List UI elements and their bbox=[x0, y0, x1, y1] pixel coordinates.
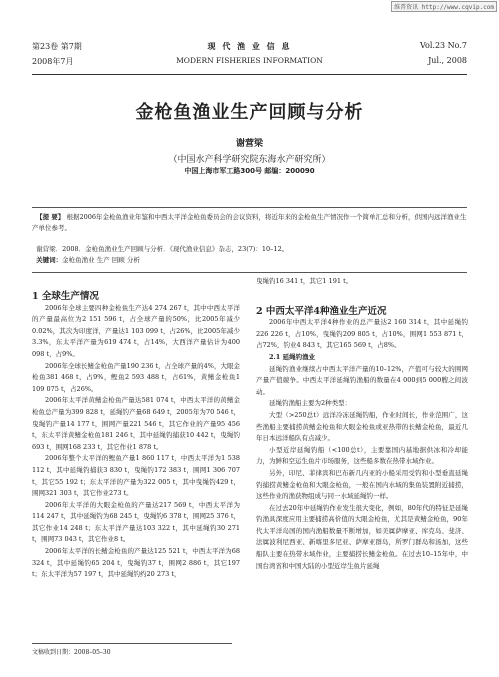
abstract-box bbox=[32, 207, 467, 273]
paper-title: 金枪鱼渔业生产回顾与分析 bbox=[135, 102, 364, 123]
paragraph: 2006年太平洋黄鳍金枪鱼产量达581 074 t，中西太平洋的黄鳍金枪鱼总产量为399 828 t，延绳钓产量68 649 t，2005年为70 546 t，曳绳钓产量14 177 t，围网产量221 546 t，其它作业的产量95 456 t，东太平洋黄鳍金枪鱼181 246 t，其中延绳钓捕获10 442 t，曳绳钓693 t，围网168 233 t，其它作业1 878 t。 bbox=[32, 396, 240, 451]
paragraph: 在过去20年中延绳钓作业发生很大变化，例如，80年代的特征是延绳钓渔具深度应用主要捕捞高价值的大眼金枪鱼，尤其是黄鳍金枪鱼，90年代太平洋岛国的国内渔船数量不断增加，如美属萨摩亚、库克岛、斐济、法属波利尼西亚、新喀里多尼亚、萨摩亚群岛，所罗门群岛和汤加，这些船队主要在热带水域作业，主要捕捞长鳍金枪鱼。在过去10–15年中，中国台湾省和中国大陆的小型近岸生鱼片延绳 bbox=[256, 503, 468, 570]
date-en: Jul., 2008 bbox=[428, 56, 467, 65]
subsection-heading-2-1: 2.1 延绳钓渔业 bbox=[269, 352, 316, 361]
paragraph: 大型（>250总t）远洋冷冻延绳钓船，作业时间长，作业范围广，这些渔船主要捕捞黄鳍金枪鱼和大眼金枪鱼或亚热带的长鳍金枪鱼，最近几年日本远洋船队有点减少。 bbox=[256, 410, 468, 443]
abstract-label: 【提 要】 bbox=[36, 213, 65, 221]
date-cn: 2008年7月 bbox=[32, 57, 74, 66]
right-column bbox=[256, 276, 468, 572]
keywords-text: 金枪鱼渔业 生产 回顾 分析 bbox=[62, 256, 140, 264]
section-heading-1: 1 全球生产情况 bbox=[32, 291, 99, 302]
watermark: 维普资讯 http://www.cqvip.com bbox=[391, 1, 497, 12]
address: 中国上海市军工路300号 邮编：200090 bbox=[184, 167, 315, 175]
paragraph: 延绳钓渔业继续占中西太平洋产量的10–12%，产值可与较大的围网产量产值競争。中西太平洋延绳钓渔船的数量在4 000到5 000艘之间波动。 bbox=[256, 364, 468, 396]
paragraph: 小型近岸延绳钓船（<100总t），主要靠国内基地据供冰和冷却能力，为鲜和空运生鱼片市场服务，这些船多数在热带水域作业。 bbox=[256, 445, 468, 466]
journal-name-cn: 现 代 渔 业 信 息 bbox=[207, 41, 292, 51]
header-rule bbox=[32, 74, 467, 75]
affiliation: （中国水产科学研究院东海水产研究所） bbox=[168, 155, 331, 165]
paragraph: 曳绳钓16 341 t，其它1 191 t。 bbox=[256, 277, 353, 285]
journal-name-en: MODERN FISHERIES INFORMATION bbox=[176, 56, 323, 65]
issue-number: 第23卷 第7期 bbox=[32, 42, 82, 51]
paragraph: 2006年全球长鳍金枪鱼产量190 236 t，占全球产量的4%，大眼金枪鱼381 468 t，占9%，鲣鱼2 593 488 t，占61%，黄鳍金枪鱼1 109 075 t，占26%。 bbox=[32, 361, 240, 393]
paragraph: 2006年太平洋的大眼金枪鱼的产量达217 569 t，中西太平洋为114 247 t，其中延绳钓为68 245 t，曳绳钓6 378 t，围网25 376 t，其它作业14 248 t；东太平洋产量达103 322 t，其中延绳钓30 271 t，围网73 043 t，其它作业8 t。 bbox=[32, 500, 240, 544]
section-heading-2: 2 中西太平洋4种渔业生产近况 bbox=[256, 305, 387, 317]
author: 谢营梁 bbox=[235, 139, 263, 149]
citation-text: 谢营梁．2008．金枪鱼渔业生产回顾与分析．《现代渔业信息》杂志，23(7)：10–12。 bbox=[36, 245, 289, 253]
volume-en: Vol.23 No.7 bbox=[420, 41, 467, 50]
paragraph: 2006年太平洋的长鳍金枪鱼的产量达125 521 t，中西太平洋为68 324 t，其中延绳钓65 204 t，曳绳钓37 t，围网2 886 t，其它197 t；东太平洋为57 197 t，其中延绳钓约20 273 t， bbox=[32, 547, 240, 579]
footnote: 文稿收到日期：2008–05–30 bbox=[32, 643, 232, 656]
left-column bbox=[32, 291, 240, 581]
paragraph: 2006年整个太平洋的鲣鱼产量1 860 117 t，中西太平洋为1 538 112 t，其中延绳钓捕获3 830 t，曳绳钓172 383 t，围网1 306 707 t，其它55 192 t；东太平洋的产量为322 005 t，其中曳绳钓429 t，围网321 303 t，其它作业273 t。 bbox=[32, 454, 240, 498]
keywords-label: 关键词： bbox=[36, 256, 63, 264]
keywords bbox=[32, 255, 467, 266]
abstract-text: 根据2006年金枪鱼渔业年鉴和中西太平洋金枪鱼委员会的会议资料，将近年来的金枪鱼生产情况作一个简单汇总和分析，供国内远洋渔业生产单位参考。 bbox=[32, 213, 467, 232]
paragraph: 2006年中西太平洋4种作业的总产量达2 160 314 t，其中延绳钓226 226 t，占10%，曳绳钓209 805 t，占10%，围网1 553 871 t，占72%，钓业4 843 t，其它165 569 t，占8%。 bbox=[256, 318, 468, 350]
paragraph: 2006年全球主要四种金枪鱼生产达4 274 267 t，其中中西太平洋的产量最高位为2 151 596 t，占全球产量的50%，比2005年减少0.02%，其次为印度洋，产量达1 103 099 t，占26%，比2005年减少3.3%，东太平洋产量为619 474 t，占14%，大西洋产量估计为400 098 t，占9%。 bbox=[32, 303, 240, 358]
paragraph: 延绳钓渔船主要为2种类型： bbox=[269, 399, 352, 408]
abstract bbox=[32, 212, 467, 234]
citation bbox=[32, 244, 467, 255]
paragraph: 另外，印尼、菲律宾和巴布新几内亚的小船采用受钓和小型垂直延绳钓捕捞黄鳍金枪鱼和大眼金枪鱼，一般在国内水域的集鱼装置附近捕捞，这些作业的渔获物组成与同一水域延绳钓一样。 bbox=[256, 468, 468, 501]
